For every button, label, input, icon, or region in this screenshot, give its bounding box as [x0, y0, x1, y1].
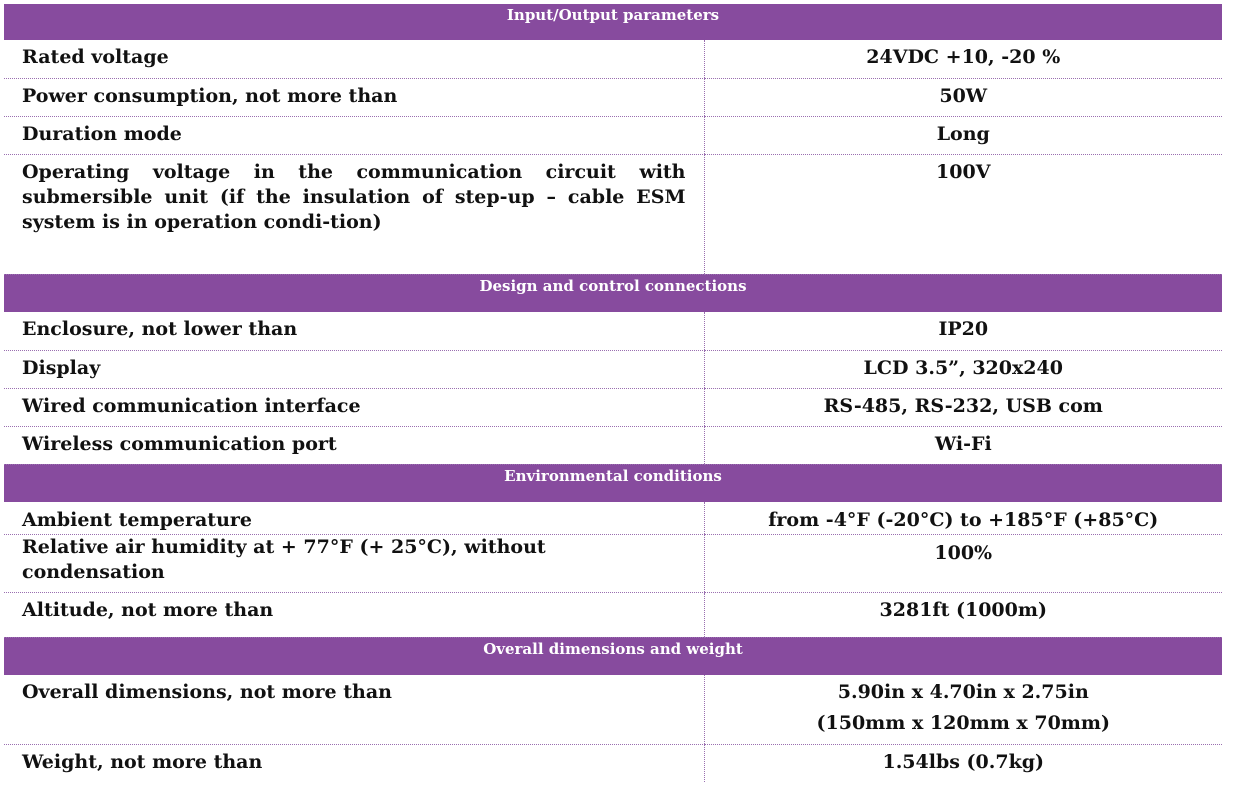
row-label: Overall dimensions, not more than — [4, 675, 704, 744]
section-header-environmental — [4, 464, 1222, 502]
table-row — [4, 502, 1222, 534]
section-title: Input/Output parameters — [4, 4, 1222, 40]
row-label: Power consumption, not more than — [4, 78, 704, 116]
row-label: Display — [4, 350, 704, 388]
row-label: Operating voltage in the communication circuit with submersible unit (if the insulation of step-up – cable ESM system is in operation condi-tion) — [4, 154, 704, 274]
row-label: Relative air humidity at + 77°F (+ 25°C), without condensation — [4, 534, 704, 592]
table-row — [4, 40, 1222, 78]
section-title: Design and control connections — [4, 274, 1222, 312]
section-header-design-control — [4, 274, 1222, 312]
table-row — [4, 78, 1222, 116]
row-label: Duration mode — [4, 116, 704, 154]
row-label: Enclosure, not lower than — [4, 312, 704, 350]
table-row — [4, 154, 1222, 274]
table-row — [4, 312, 1222, 350]
row-label: Ambient temperature — [4, 502, 704, 534]
row-label: Rated voltage — [4, 40, 704, 78]
row-value: from -4°F (-20°C) to +185°F (+85°C) — [704, 502, 1222, 534]
row-value: Long — [704, 116, 1222, 154]
row-value: IP20 — [704, 312, 1222, 350]
section-title: Overall dimensions and weight — [4, 637, 1222, 675]
dimensions-metric: (150mm x 120mm x 70mm) — [816, 712, 1110, 734]
section-header-dimensions-weight — [4, 637, 1222, 675]
table-row — [4, 388, 1222, 426]
row-value: 100V — [704, 154, 1222, 274]
row-label: Weight, not more than — [22, 750, 263, 773]
dimensions-imperial: 5.90in x 4.70in x 2.75in — [837, 681, 1089, 703]
row-value: Wi-Fi — [704, 426, 1222, 464]
row-label: Wired communication interface — [4, 388, 704, 426]
table-row — [4, 116, 1222, 154]
table-row — [4, 675, 1222, 744]
table-row — [4, 350, 1222, 388]
row-value: 50W — [704, 78, 1222, 116]
row-value: 24VDC +10, -20 % — [704, 40, 1222, 78]
table-row — [4, 744, 1222, 782]
row-value — [704, 675, 1222, 744]
row-value: 100% — [704, 534, 1222, 592]
section-title: Environmental conditions — [4, 464, 1222, 502]
row-value: LCD 3.5”, 320x240 — [704, 350, 1222, 388]
table-row — [4, 534, 1222, 592]
row-value: 3281ft (1000m) — [704, 592, 1222, 637]
table-row — [4, 592, 1222, 637]
row-value: RS-485, RS-232, USB com — [704, 388, 1222, 426]
spec-table — [4, 4, 1222, 782]
section-header-input-output — [4, 4, 1222, 40]
row-label: Wireless communication port — [4, 426, 704, 464]
table-row — [4, 426, 1222, 464]
row-value: 1.54lbs (0.7kg) — [704, 744, 1222, 782]
row-label: Altitude, not more than — [4, 592, 704, 637]
